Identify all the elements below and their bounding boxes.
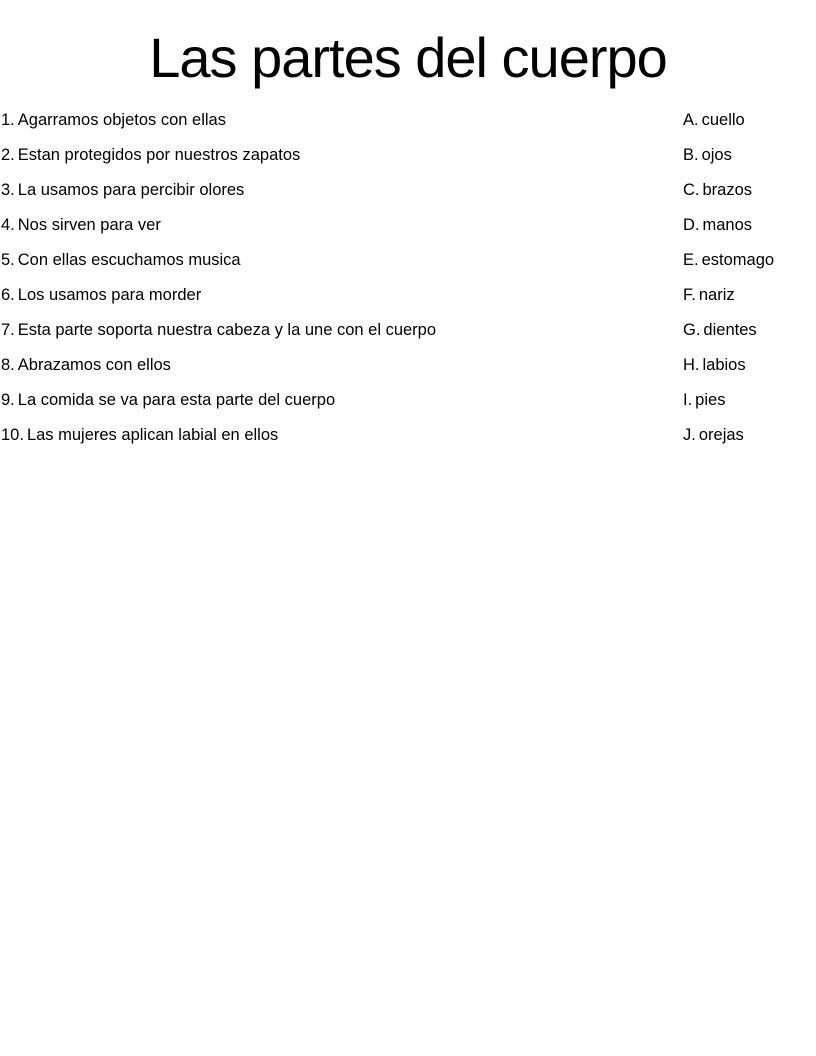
exercise-row xyxy=(1,278,816,313)
clue-number: 8. xyxy=(1,356,15,374)
answer-item xyxy=(683,173,752,208)
clue-text: Agarramos objetos con ellas xyxy=(17,111,226,129)
answer-item xyxy=(683,313,757,348)
answer-text: labios xyxy=(702,356,746,374)
clue-item xyxy=(1,208,161,243)
answer-text: pies xyxy=(695,391,726,409)
answer-letter: E. xyxy=(683,251,699,269)
answer-letter: F. xyxy=(683,286,696,304)
exercise-row xyxy=(1,243,816,278)
clue-text: Con ellas escuchamos musica xyxy=(17,251,241,269)
clue-item xyxy=(1,348,171,383)
clue-item xyxy=(1,418,278,453)
answer-letter: J. xyxy=(683,426,696,444)
exercise-row xyxy=(1,173,816,208)
answer-text: estomago xyxy=(701,251,775,269)
clue-number: 3. xyxy=(1,181,15,199)
clue-number: 9. xyxy=(1,391,15,409)
answer-letter: A. xyxy=(683,111,699,129)
clue-text: Los usamos para morder xyxy=(17,286,202,304)
answer-letter: C. xyxy=(683,181,700,199)
clue-text: Nos sirven para ver xyxy=(17,216,161,234)
answer-text: cuello xyxy=(701,111,745,129)
clue-item xyxy=(1,278,201,313)
clue-text: La comida se va para esta parte del cuerpo xyxy=(17,391,336,409)
exercise-row xyxy=(1,313,816,348)
exercise-row xyxy=(1,138,816,173)
exercise-row xyxy=(1,208,816,243)
exercise-row xyxy=(1,103,816,138)
answer-text: orejas xyxy=(698,426,744,444)
clue-number: 5. xyxy=(1,251,15,269)
exercise-row xyxy=(1,348,816,383)
answer-letter: D. xyxy=(683,216,700,234)
answer-item xyxy=(683,348,746,383)
clue-number: 7. xyxy=(1,321,15,339)
clue-item xyxy=(1,103,226,138)
answer-item xyxy=(683,278,735,313)
answer-item xyxy=(683,103,745,138)
clue-number: 10. xyxy=(1,426,24,444)
exercise-row xyxy=(1,418,816,453)
answer-letter: B. xyxy=(683,146,699,164)
answer-letter: G. xyxy=(683,321,701,339)
clue-number: 4. xyxy=(1,216,15,234)
clue-item xyxy=(1,243,241,278)
answer-text: manos xyxy=(702,216,753,234)
answer-text: nariz xyxy=(698,286,735,304)
answer-letter: I. xyxy=(683,391,693,409)
answer-item xyxy=(683,383,725,418)
answer-item xyxy=(683,418,744,453)
clue-text: Abrazamos con ellos xyxy=(17,356,171,374)
exercise-row xyxy=(1,383,816,418)
clue-text: Las mujeres aplican labial en ellos xyxy=(26,426,279,444)
clue-item xyxy=(1,138,300,173)
clue-text: La usamos para percibir olores xyxy=(17,181,245,199)
answer-text: dientes xyxy=(703,321,757,339)
page-title: Las partes del cuerpo xyxy=(149,26,667,89)
clue-item xyxy=(1,313,436,348)
clue-number: 1. xyxy=(1,111,15,129)
clue-number: 6. xyxy=(1,286,15,304)
clue-text: Esta parte soporta nuestra cabeza y la une con el cuerpo xyxy=(17,321,437,339)
clue-text: Estan protegidos por nuestros zapatos xyxy=(17,146,301,164)
answer-text: ojos xyxy=(701,146,732,164)
answer-item xyxy=(683,243,774,278)
clue-number: 2. xyxy=(1,146,15,164)
answer-item xyxy=(683,138,732,173)
clue-item xyxy=(1,383,335,418)
answer-text: brazos xyxy=(702,181,753,199)
answer-letter: H. xyxy=(683,356,700,374)
answer-item xyxy=(683,208,752,243)
clue-item xyxy=(1,173,244,208)
matching-exercise xyxy=(1,103,816,453)
